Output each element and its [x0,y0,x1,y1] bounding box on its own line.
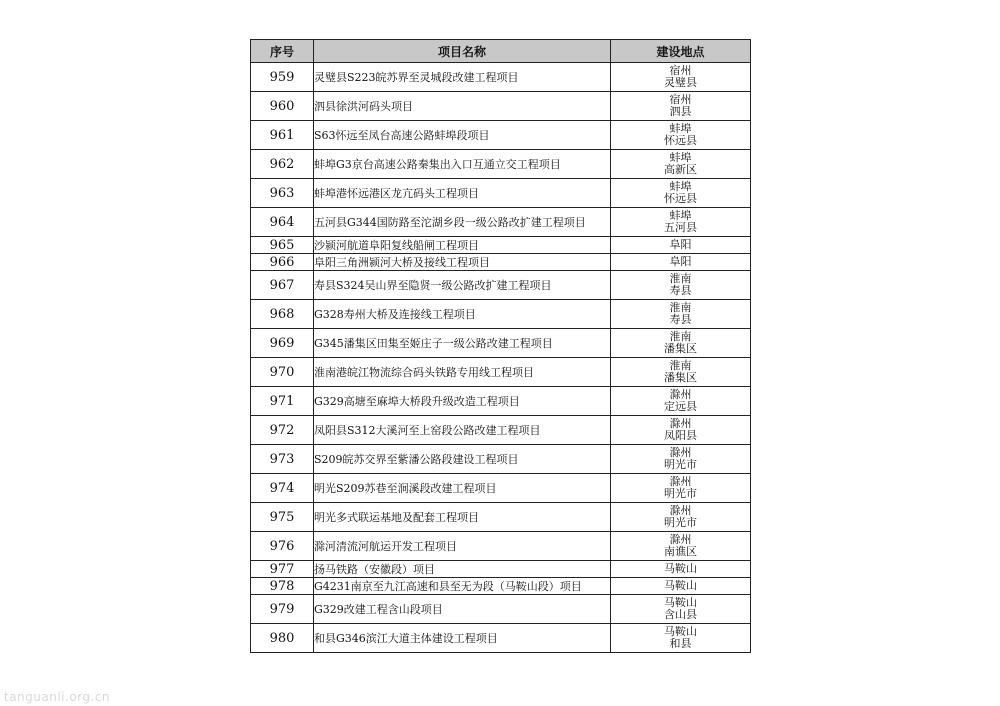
location-city: 宿州 [669,93,692,106]
location-county: 泗县 [669,105,692,118]
row-serial-number: 965 [251,237,314,254]
location-city: 滁州 [669,417,692,430]
row-serial-number: 964 [251,208,314,237]
row-location [611,416,751,445]
row-serial-number: 968 [251,300,314,329]
location-county: 寿县 [669,284,692,297]
row-project-name: 沙颍河航道阜阳复线船闸工程项目 [314,237,611,254]
location-county: 明光市 [664,516,697,529]
row-project-name: G4231南京至九江高速和县至无为段（马鞍山段）项目 [314,578,611,595]
location-county: 南谯区 [664,545,697,558]
table-row [251,271,751,300]
project-table [250,39,751,653]
row-location [611,532,751,561]
row-serial-number: 976 [251,532,314,561]
row-project-name: 淮南港皖江物流综合码头铁路专用线工程项目 [314,358,611,387]
location-county: 和县 [669,637,692,650]
table-row [251,92,751,121]
location-city: 阜阳 [669,255,692,268]
row-location [611,300,751,329]
location-county: 潘集区 [664,371,697,384]
table-row [251,416,751,445]
row-location [611,179,751,208]
row-project-name: 和县G346滨江大道主体建设工程项目 [314,624,611,653]
location-city: 马鞍山 [664,596,697,609]
table-row [251,254,751,271]
row-serial-number: 961 [251,121,314,150]
location-city: 滁州 [669,388,692,401]
row-location [611,474,751,503]
row-location [611,63,751,92]
row-serial-number: 967 [251,271,314,300]
row-serial-number: 975 [251,503,314,532]
row-location [611,624,751,653]
table-row [251,300,751,329]
location-city: 马鞍山 [664,562,697,575]
location-city: 马鞍山 [664,579,697,592]
table-row [251,358,751,387]
row-location [611,92,751,121]
row-location [611,358,751,387]
row-location [611,271,751,300]
row-location [611,121,751,150]
table-row [251,329,751,358]
table-header [251,40,751,63]
row-serial-number: 969 [251,329,314,358]
table-row [251,474,751,503]
row-project-name: G329改建工程含山段项目 [314,595,611,624]
row-serial-number: 979 [251,595,314,624]
row-location [611,237,751,254]
row-project-name: 泗县徐洪河码头项目 [314,92,611,121]
row-location [611,595,751,624]
row-project-name: S209皖苏交界至紫潘公路段建设工程项目 [314,445,611,474]
location-city: 蚌埠 [669,151,692,164]
location-county: 凤阳县 [664,429,697,442]
location-county: 灵璧县 [664,76,697,89]
row-location [611,503,751,532]
watermark-text: tanguanli.org.cn [4,690,111,704]
row-location [611,445,751,474]
location-city: 淮南 [669,301,692,314]
row-location [611,208,751,237]
location-county: 怀远县 [664,192,697,205]
row-project-name: 扬马铁路（安徽段）项目 [314,561,611,578]
location-city: 蚌埠 [669,122,692,135]
row-project-name: G345潘集区田集至姬庄子一级公路改建工程项目 [314,329,611,358]
row-serial-number: 978 [251,578,314,595]
table-body [251,63,751,653]
row-serial-number: 962 [251,150,314,179]
row-serial-number: 960 [251,92,314,121]
location-city: 淮南 [669,359,692,372]
table-row [251,445,751,474]
header-serial-number: 序号 [251,40,314,63]
row-serial-number: 973 [251,445,314,474]
header-location: 建设地点 [611,40,751,63]
location-city: 蚌埠 [669,180,692,193]
row-project-name: 阜阳三角洲颍河大桥及接线工程项目 [314,254,611,271]
row-project-name: G329高塘至麻埠大桥段升级改造工程项目 [314,387,611,416]
location-county: 潘集区 [664,342,697,355]
row-project-name: 凤阳县S312大溪河至上窑段公路改建工程项目 [314,416,611,445]
table-row [251,561,751,578]
header-project-name: 项目名称 [314,40,611,63]
row-location [611,561,751,578]
row-project-name: 蚌埠港怀远港区龙亢码头工程项目 [314,179,611,208]
table-row [251,208,751,237]
location-city: 马鞍山 [664,625,697,638]
row-location [611,254,751,271]
table-row [251,532,751,561]
row-serial-number: 971 [251,387,314,416]
table-row [251,150,751,179]
location-county: 明光市 [664,487,697,500]
row-location [611,329,751,358]
table-row [251,595,751,624]
table-row [251,179,751,208]
table-row [251,624,751,653]
table-row [251,387,751,416]
table-row [251,237,751,254]
location-city: 宿州 [669,64,692,77]
location-county: 寿县 [669,313,692,326]
row-serial-number: 970 [251,358,314,387]
location-county: 含山县 [664,608,697,621]
row-project-name: 明光S209苏巷至涧溪段改建工程项目 [314,474,611,503]
location-city: 淮南 [669,272,692,285]
location-city: 滁州 [669,446,692,459]
location-county: 定远县 [664,400,697,413]
row-project-name: S63怀远至凤台高速公路蚌埠段项目 [314,121,611,150]
location-city: 蚌埠 [669,209,692,222]
location-county: 怀远县 [664,134,697,147]
location-county: 五河县 [664,221,697,234]
table-row [251,121,751,150]
row-project-name: G328寿州大桥及连接线工程项目 [314,300,611,329]
location-city: 阜阳 [669,238,692,251]
location-county: 明光市 [664,458,697,471]
row-serial-number: 977 [251,561,314,578]
row-serial-number: 972 [251,416,314,445]
row-project-name: 蚌埠G3京台高速公路秦集出入口互通立交工程项目 [314,150,611,179]
row-project-name: 寿县S324吴山界至隐贤一级公路改扩建工程项目 [314,271,611,300]
row-location [611,387,751,416]
location-city: 滁州 [669,533,692,546]
table-row [251,63,751,92]
row-project-name: 明光多式联运基地及配套工程项目 [314,503,611,532]
row-project-name: 灵璧县S223皖苏界至灵城段改建工程项目 [314,63,611,92]
row-serial-number: 966 [251,254,314,271]
row-serial-number: 980 [251,624,314,653]
location-city: 淮南 [669,330,692,343]
row-serial-number: 959 [251,63,314,92]
row-serial-number: 974 [251,474,314,503]
row-location [611,578,751,595]
table-row [251,503,751,532]
row-project-name: 五河县G344国防路至沱湖乡段一级公路改扩建工程项目 [314,208,611,237]
row-serial-number: 963 [251,179,314,208]
location-city: 滁州 [669,504,692,517]
table-row [251,578,751,595]
row-project-name: 滁河清流河航运开发工程项目 [314,532,611,561]
row-location [611,150,751,179]
location-city: 滁州 [669,475,692,488]
location-county: 高新区 [664,163,697,176]
